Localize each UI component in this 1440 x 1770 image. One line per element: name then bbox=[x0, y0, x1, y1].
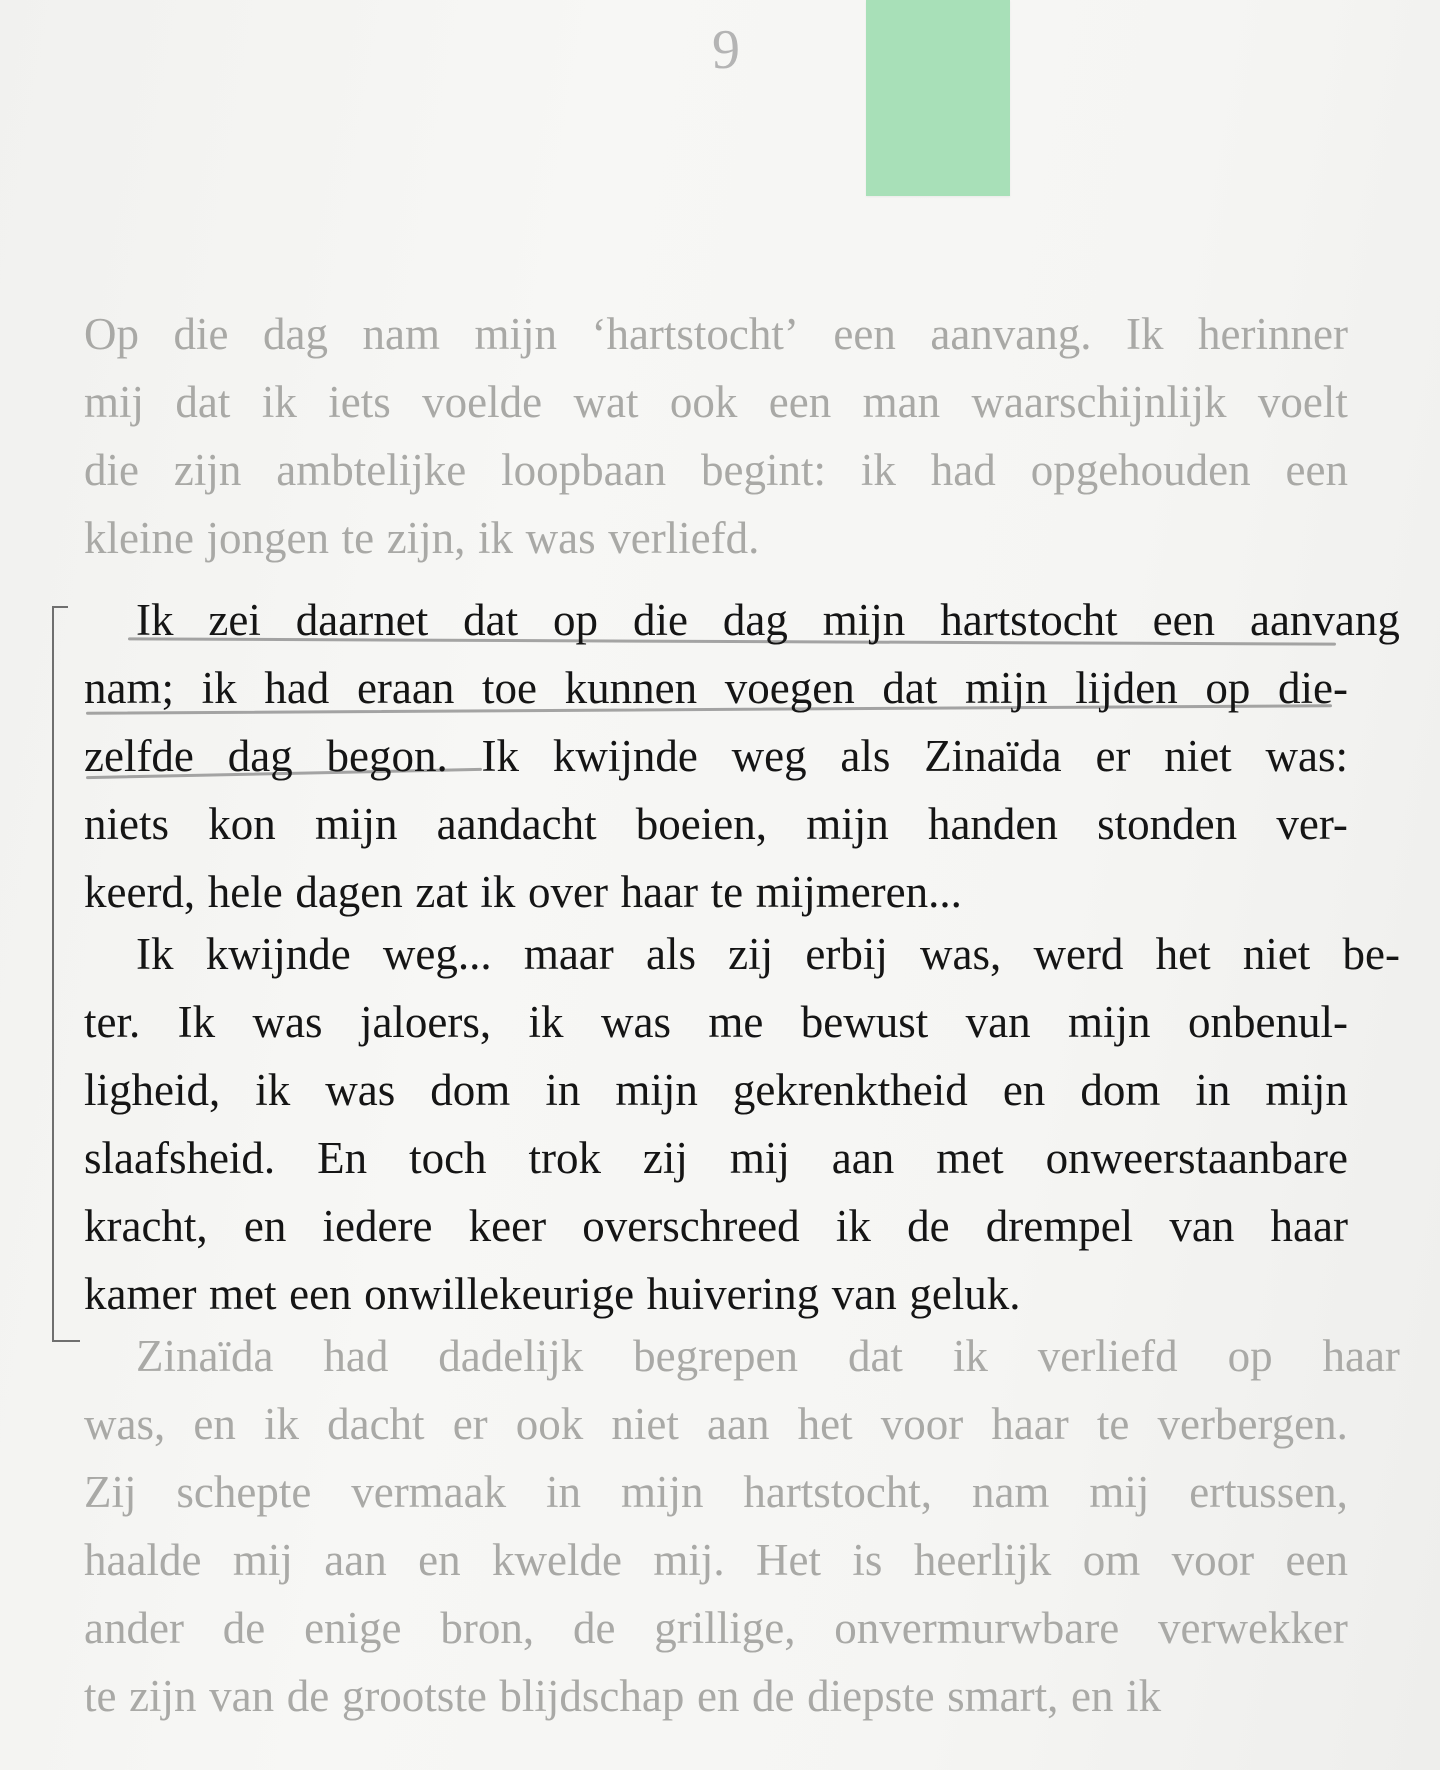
text-line: mij dat ik iets voelde wat ook een man waarschijnlijk voelt bbox=[84, 377, 1348, 427]
text-line: te zijn van de grootste blijdschap en de diepste smart, en ik bbox=[84, 1671, 1162, 1721]
paragraph-faded-intro bbox=[84, 300, 1348, 572]
text-line: keerd, hele dagen zat ik over haar te mijmeren... bbox=[84, 867, 962, 917]
text-line: was, en ik dacht er ook niet aan het voor haar te verbergen. bbox=[84, 1399, 1348, 1449]
paragraph-text bbox=[84, 920, 1400, 1328]
paragraph-text bbox=[84, 1322, 1400, 1730]
text-line: slaafsheid. En toch trok zij mij aan met onweerstaanbare bbox=[84, 1133, 1348, 1183]
text-line: kleine jongen te zijn, ik was verliefd. bbox=[84, 513, 760, 563]
text-line: haalde mij aan en kwelde mij. Het is heerlijk om voor een bbox=[84, 1535, 1348, 1585]
text-line: zelfde dag begon. Ik kwijnde weg als Zinaïda er niet was: bbox=[84, 731, 1348, 781]
text-line: Op die dag nam mijn ‘hartstocht’ een aanvang. Ik herinner bbox=[84, 309, 1348, 359]
text-line: kracht, en iedere keer overschreed ik de drempel van haar bbox=[84, 1201, 1348, 1251]
paragraph-highlighted-jealousy bbox=[84, 920, 1400, 1328]
text-line: ander de enige bron, de grillige, onvermurwbare verwekker bbox=[84, 1603, 1348, 1653]
text-line: Ik zei daarnet dat op die dag mijn hartstocht een aanvang bbox=[136, 595, 1400, 645]
text-line: Ik kwijnde weg... maar als zij erbij was, werd het niet be- bbox=[136, 929, 1400, 979]
text-line: nam; ik had eraan toe kunnen voegen dat mijn lijden op die- bbox=[84, 663, 1348, 713]
pencil-margin-bracket bbox=[52, 606, 72, 1342]
paragraph-text bbox=[84, 586, 1400, 926]
paragraph-highlighted-suffering bbox=[84, 586, 1400, 926]
paragraph-text bbox=[84, 300, 1348, 572]
text-line: kamer met een onwillekeurige huivering van geluk. bbox=[84, 1269, 1021, 1319]
text-line: Zinaïda had dadelijk begrepen dat ik verliefd op haar bbox=[136, 1331, 1400, 1381]
text-line: ter. Ik was jaloers, ik was me bewust van mijn onbenul- bbox=[84, 997, 1348, 1047]
text-line: niets kon mijn aandacht boeien, mijn handen stonden ver- bbox=[84, 799, 1348, 849]
text-line: die zijn ambtelijke loopbaan begint: ik had opgehouden een bbox=[84, 445, 1348, 495]
page-number: 9 bbox=[712, 19, 741, 81]
paragraph-faded-zinaida bbox=[84, 1322, 1400, 1730]
text-line: ligheid, ik was dom in mijn gekrenktheid en dom in mijn bbox=[84, 1065, 1348, 1115]
bookmark-flag bbox=[866, 0, 1010, 196]
text-line: Zij schepte vermaak in mijn hartstocht, nam mij ertussen, bbox=[84, 1467, 1348, 1517]
